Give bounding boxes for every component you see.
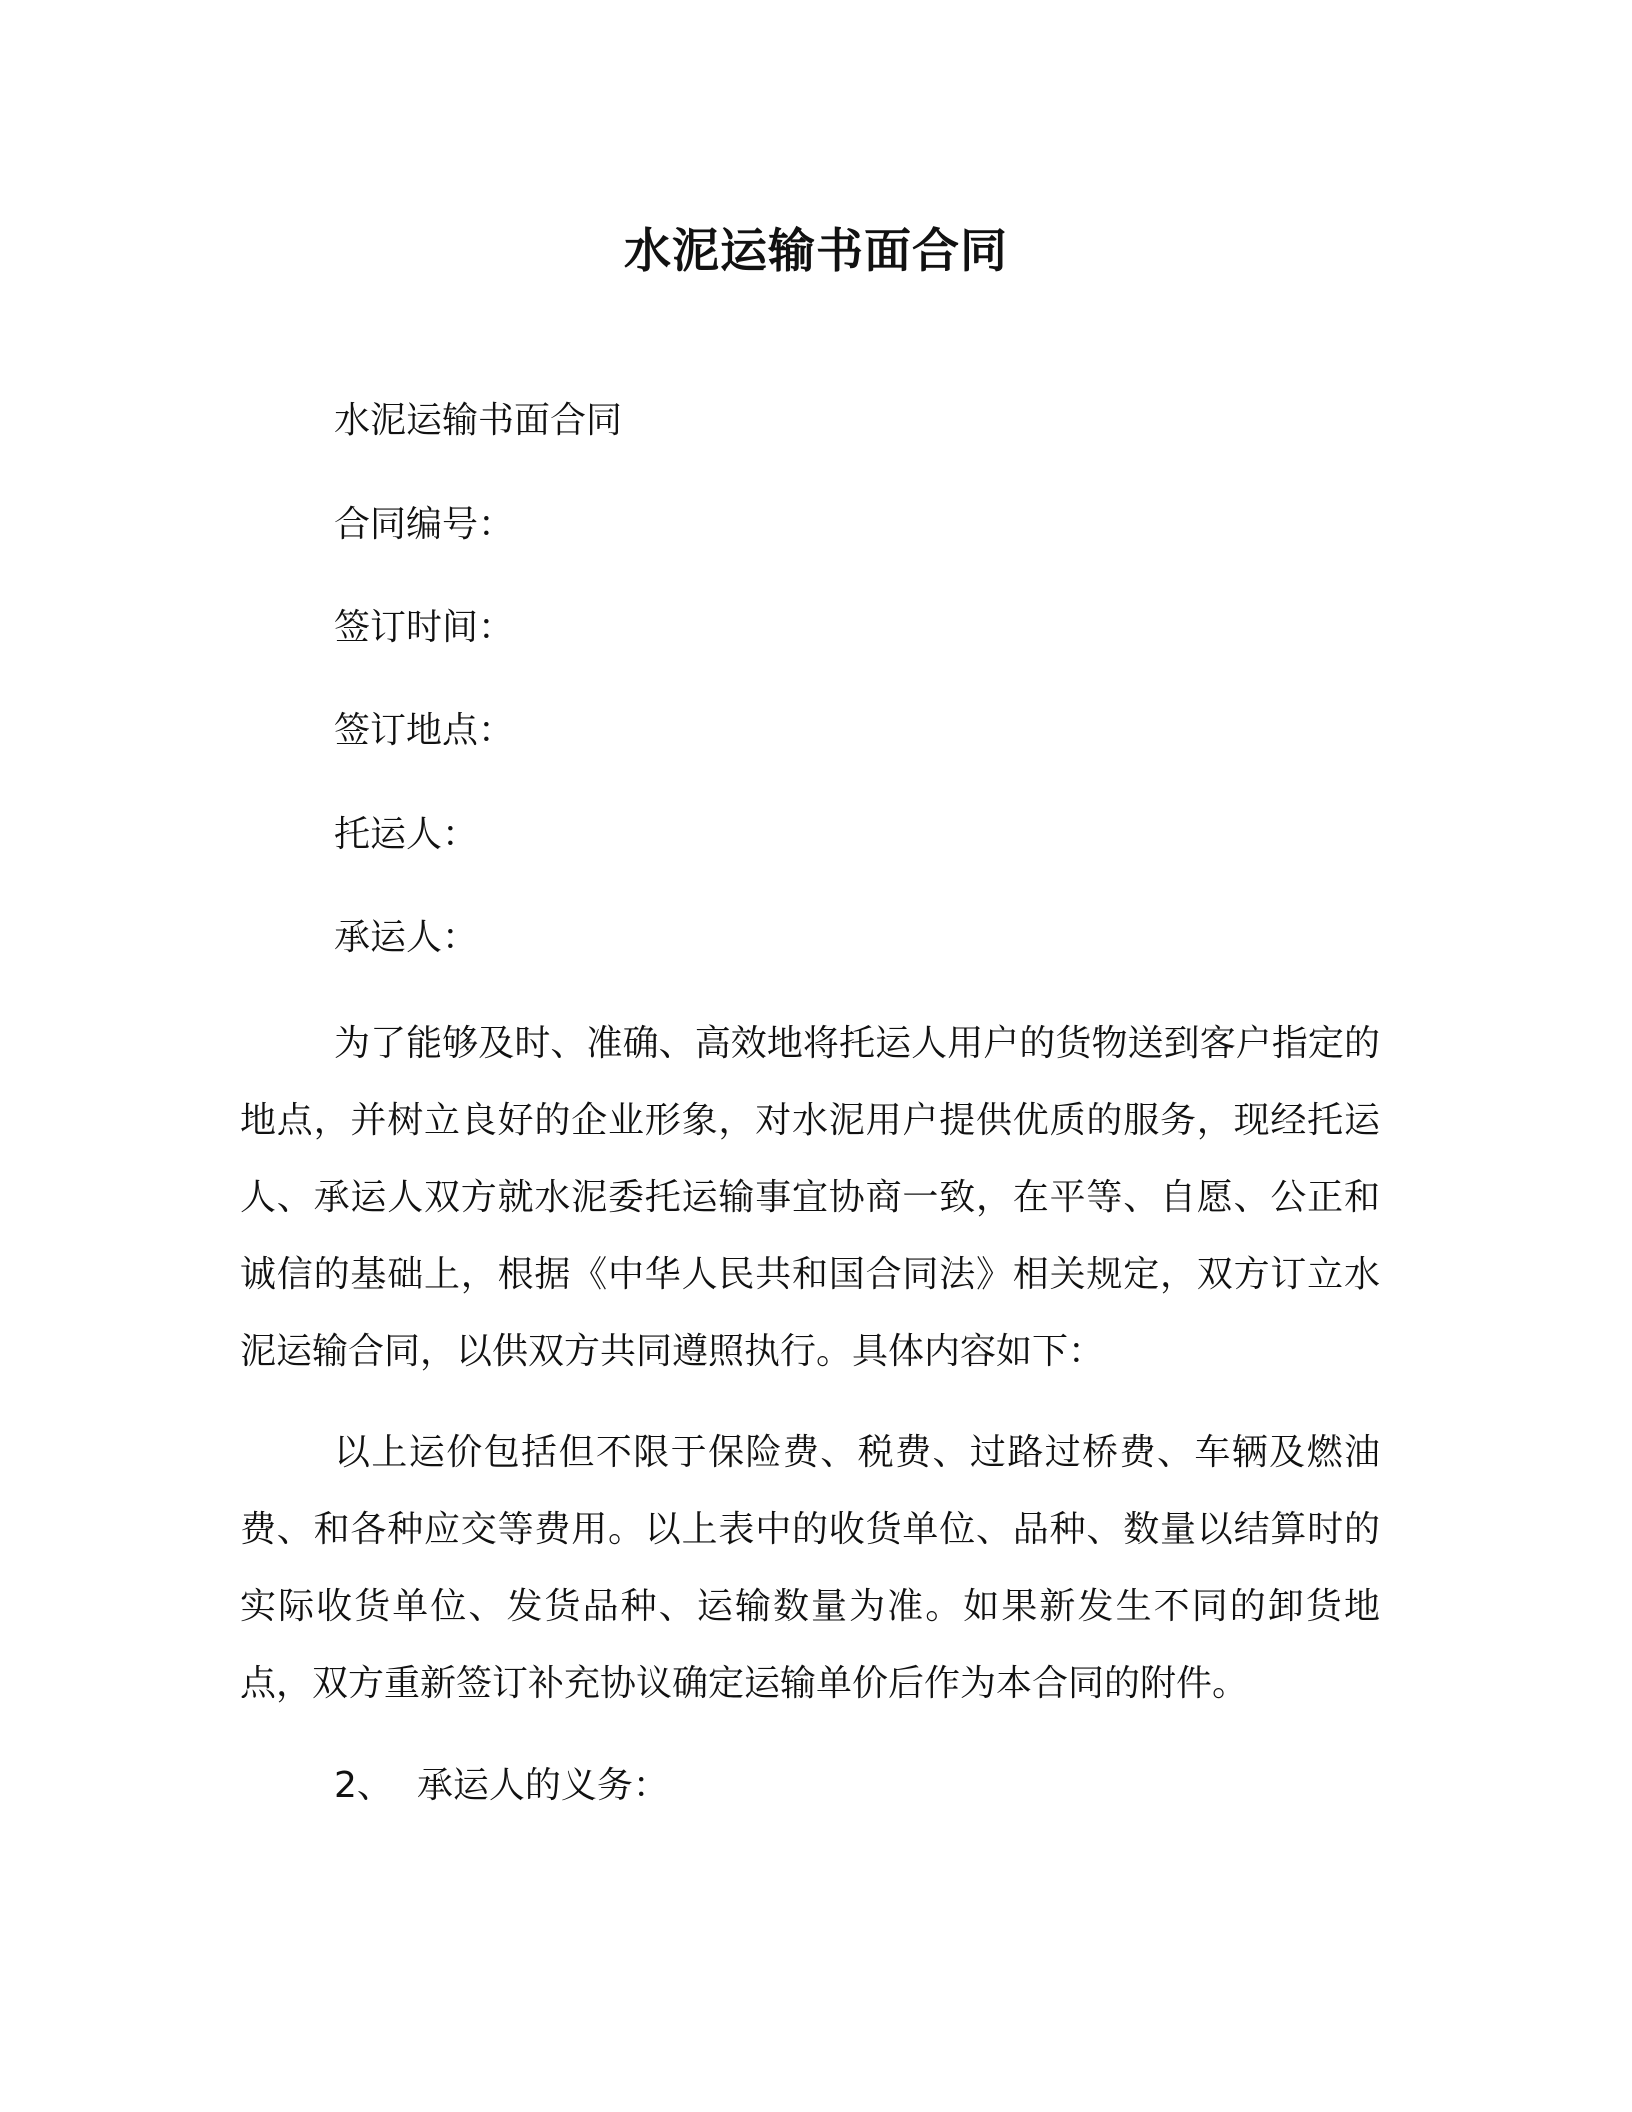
section-2-label: 承运人的义务：	[416, 1765, 669, 1806]
consignor-field: 托运人：	[334, 814, 479, 855]
carrier-field: 承运人：	[334, 917, 479, 958]
pricing-paragraph: 以上运价包括但不限于保险费、税费、过路过桥费、车辆及燃油费、和各种应交等费用。以上表中的收货单位、品种、数量以结算时的实际收货单位、发货品种、运输数量为准。如果新发生不同的卸货地点，双方重新签订补充协议确定运输单价后作为本合同的附件。	[240, 1432, 1380, 1704]
document-title: 水泥运输书面合同	[624, 224, 1008, 279]
section-2-number: 2、	[334, 1765, 393, 1806]
section-2-heading	[334, 1761, 669, 1811]
document-subtitle: 水泥运输书面合同	[334, 400, 623, 441]
sign-time-field: 签订时间：	[334, 607, 515, 648]
intro-paragraph: 为了能够及时、准确、高效地将托运人用户的货物送到客户指定的地点，并树立良好的企业形象，对水泥用户提供优质的服务，现经托运人、承运人双方就水泥委托运输事宜协商一致，在平等、自愿、公正和诚信的基础上，根据《中华人民共和国合同法》相关规定，双方订立水泥运输合同，以供双方共同遵照执行。具体内容如下：	[240, 1023, 1380, 1372]
contract-number-field: 合同编号：	[334, 504, 515, 545]
sign-place-field: 签订地点：	[334, 710, 515, 751]
